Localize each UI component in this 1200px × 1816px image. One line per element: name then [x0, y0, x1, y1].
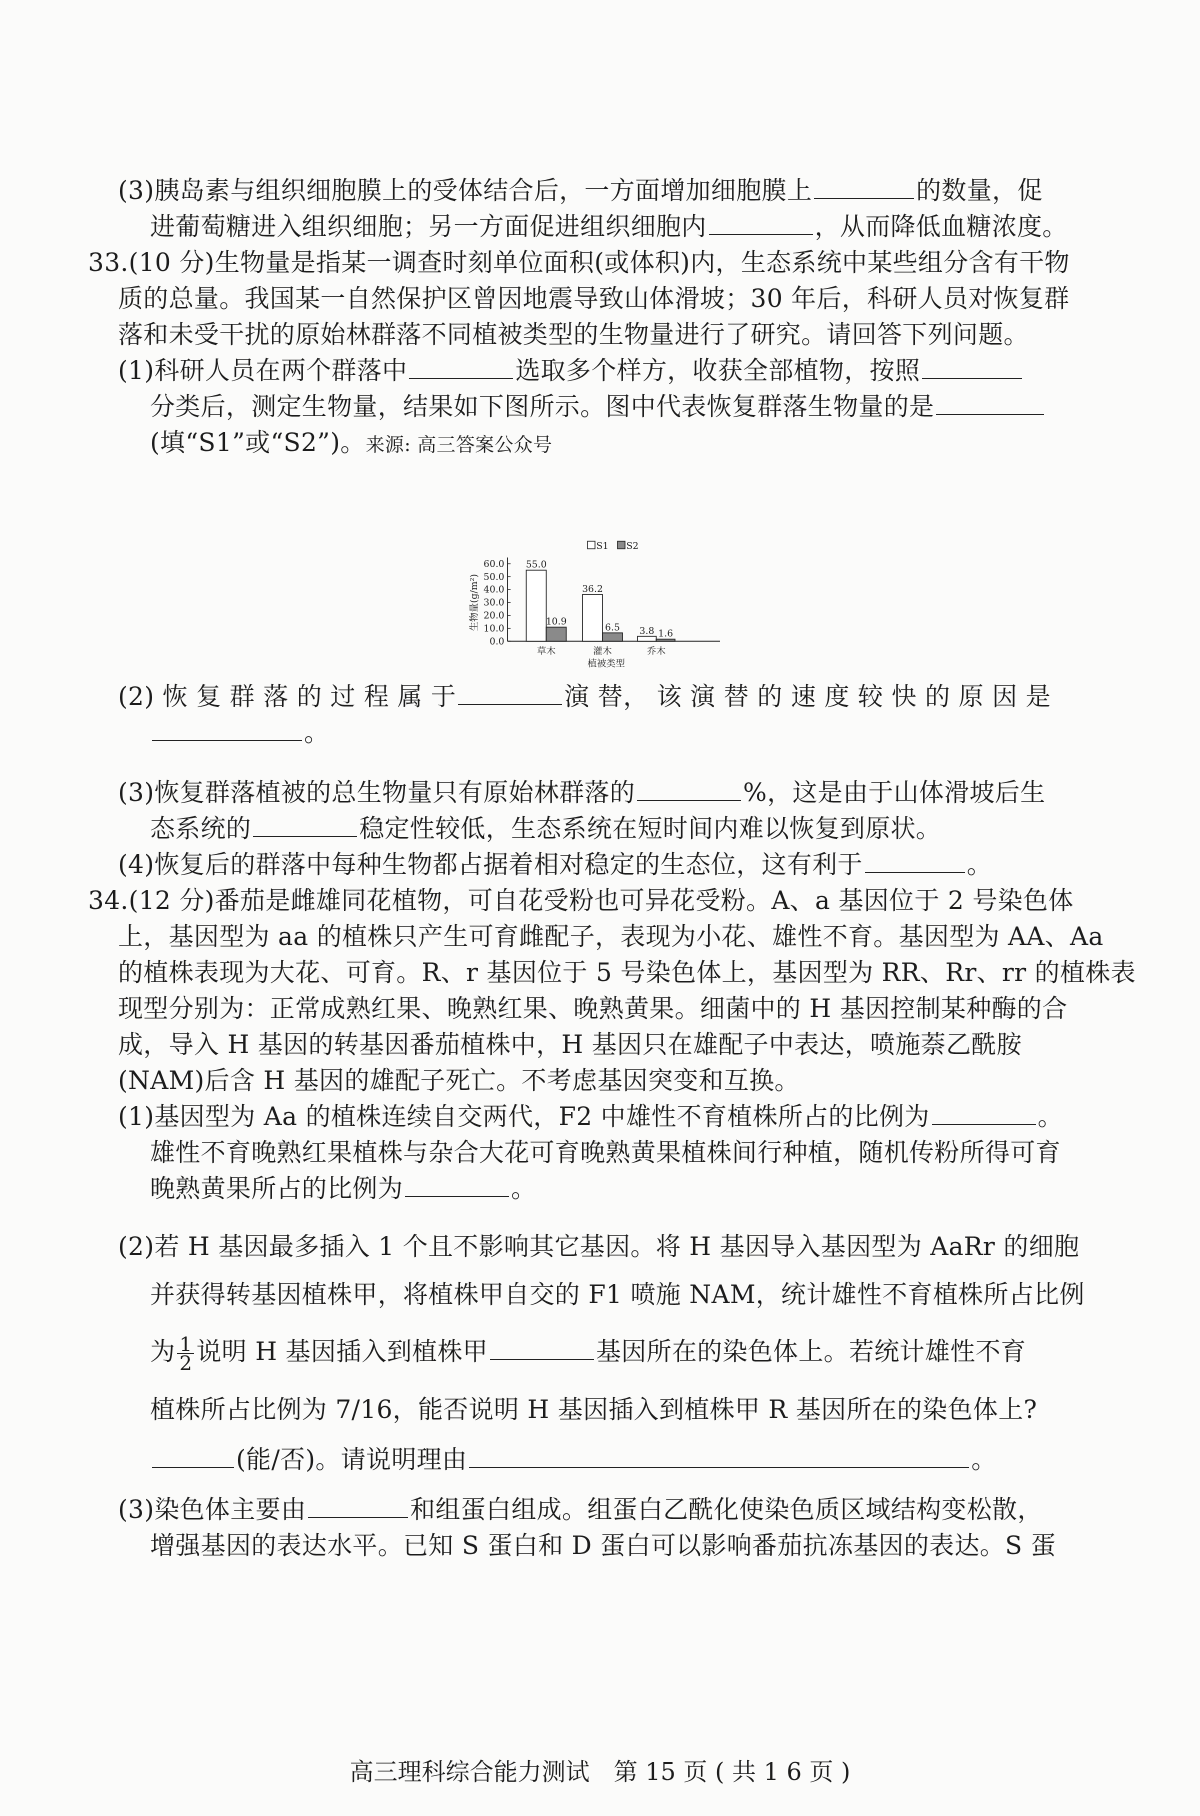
bar-s1	[638, 636, 657, 641]
text: 。	[511, 1174, 537, 1203]
q34-part2-line2: 并获得转基因植株甲，将植株甲自交的 F1 喷施 NAM，统计雄性不育植株所占比例	[150, 1280, 1085, 1309]
text: 分类后，测定生物量，结果如下图所示。图中代表恢复群落生物量的是	[150, 392, 935, 421]
answer-blank[interactable]	[814, 176, 914, 199]
q33-part4-line1	[118, 848, 992, 882]
text: (2) 恢 复 群 落 的 过 程 属 于	[118, 682, 457, 711]
answer-blank[interactable]	[865, 850, 965, 873]
text: (4)恢复后的群落中每种生物都占据着相对稳定的生态位，这有利于	[118, 850, 863, 879]
x-category-label: 草木	[536, 645, 556, 657]
text: 。	[304, 718, 330, 747]
bar-value-label: 3.8	[639, 625, 655, 637]
text: %，这是由于山体滑坡后生	[743, 778, 1046, 807]
q34-part2-line4: 植株所占比例为 7/16，能否说明 H 基因插入到植株甲 R 基因所在的染色体上?	[150, 1395, 1038, 1424]
x-category-label: 乔木	[646, 645, 666, 657]
bar-value-label: 36.2	[582, 583, 603, 595]
q34-intro-line6: (NAM)后含 H 基因的雄配子死亡。不考虑基因突变和互换。	[118, 1066, 800, 1095]
q34-intro-line4: 现型分别为：正常成熟红果、晚熟红果、晚熟黄果。细菌中的 H 基因控制某种酶的合	[118, 994, 1068, 1023]
fraction-one-half	[177, 1332, 194, 1375]
text: 为	[150, 1337, 176, 1366]
q34-intro-line1: 34.(12 分)番茄是雌雄同花植物，可自花受粉也可异花受粉。A、a 基因位于 2 号染色体	[88, 886, 1074, 915]
legend-label-s1: S1	[596, 540, 609, 552]
q33-part3-line2	[150, 812, 941, 846]
answer-blank[interactable]	[922, 356, 1022, 379]
y-tick-label: 30.0	[483, 597, 505, 609]
legend-swatch-s1	[588, 541, 596, 549]
q33-part2-line1	[118, 680, 1051, 714]
answer-blank[interactable]	[490, 1337, 594, 1360]
answer-blank[interactable]	[932, 1102, 1036, 1125]
q33-intro-line1: 33.(10 分)生物量是指某一调查时刻单位面积(或体积)内，生态系统中某些组分含有干物	[88, 248, 1070, 277]
answer-blank[interactable]	[152, 1445, 234, 1468]
text: (填“S1”或“S2”)。	[150, 428, 366, 457]
text: 。	[971, 1445, 997, 1474]
q34-part2-line1: (2)若 H 基因最多插入 1 个且不影响其它基因。将 H 基因导入基因型为 AaRr 的细胞	[118, 1232, 1080, 1261]
q34-part2-line3	[150, 1332, 1027, 1375]
text: 。	[1037, 1102, 1063, 1131]
text: 选取多个样方，收获全部植物，按照	[515, 356, 921, 385]
q33-part1-line2	[150, 390, 1046, 424]
answer-blank[interactable]	[637, 778, 741, 801]
q34-intro-line5: 成，导入 H 基因的转基因番茄植株中，H 基因只在雄配子中表达，喷施萘乙酰胺	[118, 1030, 1022, 1059]
page-footer: 高三理科综合能力测试 第 15 页 ( 共 1 6 页 )	[349, 1758, 851, 1786]
q34-part1-line1	[118, 1100, 1063, 1134]
text: 进葡萄糖进入组织细胞；另一方面促进组织细胞内	[150, 212, 707, 241]
bar-s2	[546, 627, 566, 641]
biomass-bar-chart	[400, 525, 720, 675]
answer-blank[interactable]	[308, 1495, 408, 1518]
text: 演 替， 该 演 替 的 速 度 较 快 的 原 因 是	[564, 682, 1051, 711]
bar-s1	[583, 594, 603, 641]
fraction-numerator: 1	[179, 1332, 193, 1356]
bar-s1	[526, 570, 546, 641]
q33-part3-line1	[118, 776, 1045, 810]
x-axis-title: 植被类型	[587, 658, 625, 670]
text: 态系统的	[150, 814, 252, 843]
text: (3)恢复群落植被的总生物量只有原始林群落的	[118, 778, 636, 807]
q32-part3-line1	[118, 174, 1043, 208]
answer-blank[interactable]	[458, 682, 562, 705]
reason-blank[interactable]	[469, 1445, 969, 1468]
bar-value-label: 1.6	[658, 628, 674, 640]
y-tick-label: 0.0	[489, 636, 505, 648]
bar-value-label: 10.9	[545, 616, 567, 628]
y-tick-label: 50.0	[483, 571, 505, 583]
q33-part1-line3	[150, 426, 552, 462]
q34-intro-line2: 上，基因型为 aa 的植株只产生可育雌配子，表现为小花、雄性不育。基因型为 AA、Aa	[118, 922, 1104, 951]
q34-part2-line5	[150, 1443, 997, 1477]
text: (3)染色体主要由	[118, 1495, 307, 1524]
y-axis-title: 生物量(g/m²)	[468, 573, 480, 632]
q34-part1-line3	[150, 1172, 536, 1206]
bar-value-label: 6.5	[605, 622, 620, 634]
y-tick-label: 10.0	[483, 623, 505, 635]
text: 和组蛋白组成。组蛋白乙酰化使染色质区域结构变松散，	[410, 1495, 1043, 1524]
answer-blank[interactable]	[409, 356, 513, 379]
text: 稳定性较低，生态系统在短时间内难以恢复到原状。	[359, 814, 942, 843]
text: (1)基因型为 Aa 的植株连续自交两代，F2 中雄性不育植株所占的比例为	[118, 1102, 930, 1131]
text: (能/否)。请说明理由	[236, 1445, 468, 1474]
y-tick-label: 40.0	[483, 584, 505, 596]
q34-part3-line2: 增强基因的表达水平。已知 S 蛋白和 D 蛋白可以影响番茄抗冻基因的表达。S 蛋	[150, 1531, 1057, 1560]
text: 晚熟黄果所占的比例为	[150, 1174, 404, 1203]
text: (1)科研人员在两个群落中	[118, 356, 408, 385]
x-category-label: 灌木	[593, 645, 612, 657]
text: 基因所在的染色体上。若统计雄性不育	[595, 1337, 1027, 1366]
q33-part1-line1	[118, 354, 1024, 388]
bar-value-label: 55.0	[525, 559, 547, 571]
q33-intro-line2: 质的总量。我国某一自然保护区曾因地震导致山体滑坡；30 年后，科研人员对恢复群	[118, 284, 1070, 313]
text: ，从而降低血糖浓度。	[814, 212, 1068, 241]
y-tick-label: 60.0	[483, 558, 505, 570]
source-note: 来源: 高三答案公众号	[365, 434, 553, 456]
answer-blank[interactable]	[936, 392, 1044, 415]
legend-label-s2: S2	[626, 540, 639, 552]
q32-part3-line2	[150, 210, 1068, 244]
fraction-denominator: 2	[179, 1351, 193, 1375]
bar-s2	[603, 633, 623, 641]
text: (3)胰岛素与组织细胞膜上的受体结合后，一方面增加细胞膜上	[118, 176, 813, 205]
q34-intro-line3: 的植株表现为大花、可育。R、r 基因位于 5 号染色体上，基因型为 RR、Rr、rr 的植株表	[118, 958, 1136, 987]
legend-swatch-s2	[618, 541, 626, 549]
text: 的数量，促	[916, 176, 1043, 205]
text: 。	[966, 850, 993, 879]
q33-intro-line3: 落和未受干扰的原始林群落不同植被类型的生物量进行了研究。请回答下列问题。	[118, 320, 1029, 349]
answer-blank[interactable]	[253, 814, 357, 837]
y-tick-label: 20.0	[483, 610, 505, 622]
answer-blank[interactable]	[152, 718, 302, 741]
q33-part2-line2	[150, 716, 329, 750]
q34-part3-line1	[118, 1493, 1043, 1527]
answer-blank[interactable]	[709, 212, 813, 235]
text: 说明 H 基因插入到植株甲	[196, 1337, 488, 1366]
answer-blank[interactable]	[405, 1174, 509, 1197]
q34-part1-line2: 雄性不育晚熟红果植株与杂合大花可育晚熟黄果植株间行种植，随机传粉所得可育	[150, 1138, 1061, 1167]
